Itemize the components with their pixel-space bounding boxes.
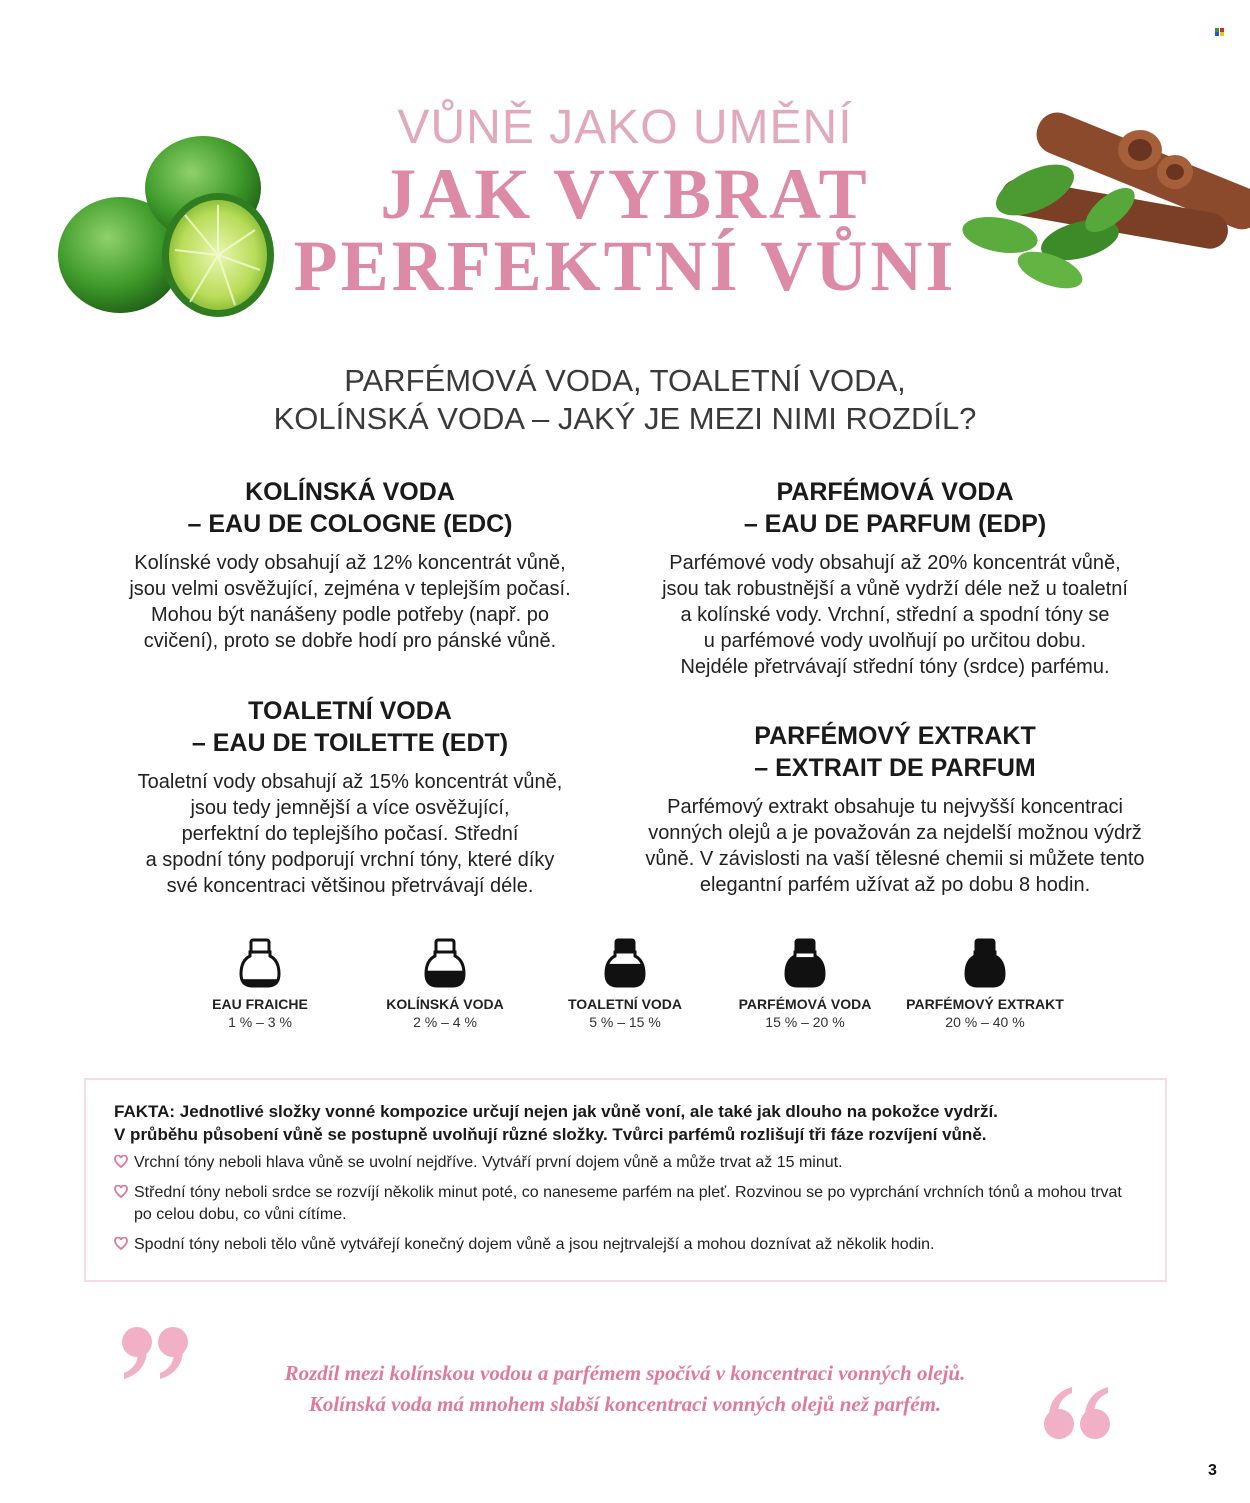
body-line: Nejdéle přetrvávají střední tóny (srdce) parfému.	[680, 656, 1110, 678]
page-title-line1: JAK VYBRAT	[380, 154, 870, 234]
section-eau-de-cologne	[80, 476, 620, 654]
bottle-icon	[783, 938, 827, 988]
section-body	[625, 550, 1165, 680]
quote-line2: Kolínská voda má mnohem slabší koncentraci vonných olejů než parfém.	[308, 1392, 942, 1416]
list-item-text: Spodní tóny neboli tělo vůně vytvářejí konečný dojem vůně a jsou nejtrvalejší a mohou doznívat až několik hodin.	[134, 1236, 935, 1253]
body-line: a kolínské vody. Vrchní, střední a spodní tóny se	[680, 604, 1110, 626]
body-line: a spodní tóny podporují vrchní tóny, které díky	[145, 849, 555, 871]
page-title-line2: PERFEKTNÍ VŮNI	[293, 226, 957, 306]
facts-box	[84, 1078, 1167, 1282]
section-title-line1: KOLÍNSKÁ VODA	[245, 478, 455, 506]
bottle-icon	[238, 938, 282, 988]
list-item	[114, 1152, 1135, 1174]
bottle-icon	[603, 938, 647, 988]
section-title-line2: – EAU DE PARFUM (EDP)	[743, 510, 1047, 538]
concentration-item	[715, 938, 895, 1030]
body-line: vůně. V závislosti na vaší tělesné chemii si můžete tento	[645, 848, 1145, 870]
page-title	[0, 154, 1250, 306]
section-extrait-de-parfum	[625, 720, 1165, 898]
body-line: Parfémové vody obsahují až 20% koncentrát vůně,	[669, 552, 1121, 574]
body-line: Parfémový extrakt obsahuje tu nejvyšší koncentraci	[667, 796, 1123, 818]
section-title	[625, 476, 1165, 540]
concentration-item	[355, 938, 535, 1030]
body-line: perfektní do teplejšího počasí. Střední	[181, 823, 519, 845]
flag-icon	[1215, 28, 1225, 36]
pull-quote	[150, 1358, 1100, 1420]
section-title-line1: TOALETNÍ VODA	[248, 697, 452, 725]
concentration-label: PARFÉMOVÁ VODA	[738, 996, 872, 1012]
body-line: Kolínské vody obsahují až 12% koncentrát vůně,	[134, 552, 566, 574]
body-line: jsou tedy jemnější a více osvěžující,	[190, 797, 510, 819]
heart-icon	[114, 1155, 128, 1168]
body-line: vonných olejů a je považován za nejdelší možnou výdrž	[648, 822, 1142, 844]
heart-icon	[114, 1185, 128, 1198]
bottle-icon	[963, 938, 1007, 988]
list-item-text: Střední tóny neboli srdce se rozvíjí několik minut poté, co naneseme parfém na pleť. Rozvinou se po vyprchání vrchních tónů a mohou trvat po celou dobu, co vůni cítíme.	[134, 1184, 1122, 1223]
bottle-cap	[436, 940, 454, 952]
bottle-cap	[616, 940, 634, 952]
body-line: u parfémové vody uvolňují po určitou dobu.	[703, 630, 1087, 652]
concentration-item	[170, 938, 350, 1030]
concentration-label: KOLÍNSKÁ VODA	[386, 996, 504, 1012]
section-title	[625, 720, 1165, 784]
body-line: Toaletní vody obsahují až 15% koncentrát vůně,	[137, 771, 563, 793]
subheading-line1: PARFÉMOVÁ VODA, TOALETNÍ VODA,	[344, 363, 906, 398]
section-title	[80, 695, 620, 759]
quote-line1: Rozdíl mezi kolínskou vodou a parfémem spočívá v koncentraci vonných olejů.	[284, 1361, 966, 1385]
concentration-range: 1 % – 3 %	[228, 1014, 292, 1030]
facts-lead-line2: V průběhu působení vůně se postupně uvolňují různé složky. Tvůrci parfémů rozlišují tři fáze rozvíjení vůně.	[114, 1125, 987, 1144]
section-title-line2: – EAU DE COLOGNE (EDC)	[187, 510, 513, 538]
list-item-text: Vrchní tóny neboli hlava vůně se uvolní nejdříve. Vytváří první dojem vůně a může trvat až 15 minut.	[134, 1154, 843, 1171]
section-title-line1: PARFÉMOVÝ EXTRAKT	[754, 722, 1036, 750]
bottle-fill	[963, 952, 1007, 986]
section-body	[80, 550, 620, 654]
page-number: 3	[1208, 1462, 1217, 1479]
concentration-label: PARFÉMOVÝ EXTRAKT	[906, 996, 1064, 1012]
concentration-range: 5 % – 15 %	[589, 1014, 661, 1030]
section-title-line1: PARFÉMOVÁ VODA	[776, 478, 1014, 506]
page-subheading	[0, 362, 1250, 438]
subheading-line2: KOLÍNSKÁ VODA – JAKÝ JE MEZI NIMI ROZDÍL?	[273, 401, 977, 436]
section-body	[80, 769, 620, 899]
facts-lead-line1: FAKTA: Jednotlivé složky vonné kompozice určují nejen jak vůně voní, ale také jak dlouho na pokožce vydrží.	[114, 1102, 998, 1121]
section-eau-de-parfum	[625, 476, 1165, 680]
list-item	[114, 1182, 1135, 1226]
bottle-cap	[251, 940, 269, 952]
section-title-line2: – EAU DE TOILETTE (EDT)	[191, 729, 509, 757]
concentration-range: 20 % – 40 %	[945, 1014, 1025, 1030]
bottle-cap	[976, 940, 994, 952]
body-line: Mohou být nanášeny podle potřeby (např. po	[150, 604, 550, 626]
heart-icon	[114, 1237, 128, 1250]
bottle-icon	[423, 938, 467, 988]
page-kicker: VŮNĚ JAKO UMĚNÍ	[397, 101, 853, 154]
body-line: jsou tak robustnější a vůně vydrží déle než u toaletní	[662, 578, 1128, 600]
section-title-line2: – EXTRAIT DE PARFUM	[754, 754, 1036, 782]
quote-close-icon	[1040, 1385, 1112, 1441]
concentration-scale	[170, 938, 1130, 1038]
body-line: své koncentraci většinou přetrvávají déle.	[166, 875, 534, 897]
facts-lead	[114, 1100, 1135, 1146]
section-body	[625, 794, 1165, 898]
section-title	[80, 476, 620, 540]
body-line: cvičení), proto se dobře hodí pro pánské vůně.	[143, 630, 557, 652]
concentration-range: 15 % – 20 %	[765, 1014, 845, 1030]
concentration-item	[535, 938, 715, 1030]
concentration-item	[895, 938, 1075, 1030]
section-eau-de-toilette	[80, 695, 620, 899]
list-item	[114, 1234, 1135, 1256]
concentration-label: EAU FRAICHE	[212, 996, 308, 1012]
concentration-label: TOALETNÍ VODA	[567, 996, 683, 1012]
facts-list	[114, 1152, 1135, 1256]
bottle-cap	[796, 940, 814, 952]
concentration-range: 2 % – 4 %	[413, 1014, 477, 1030]
body-line: jsou velmi osvěžující, zejména v teplejším počasí.	[129, 578, 571, 600]
body-line: elegantní parfém užívat až po dobu 8 hodin.	[699, 874, 1091, 896]
